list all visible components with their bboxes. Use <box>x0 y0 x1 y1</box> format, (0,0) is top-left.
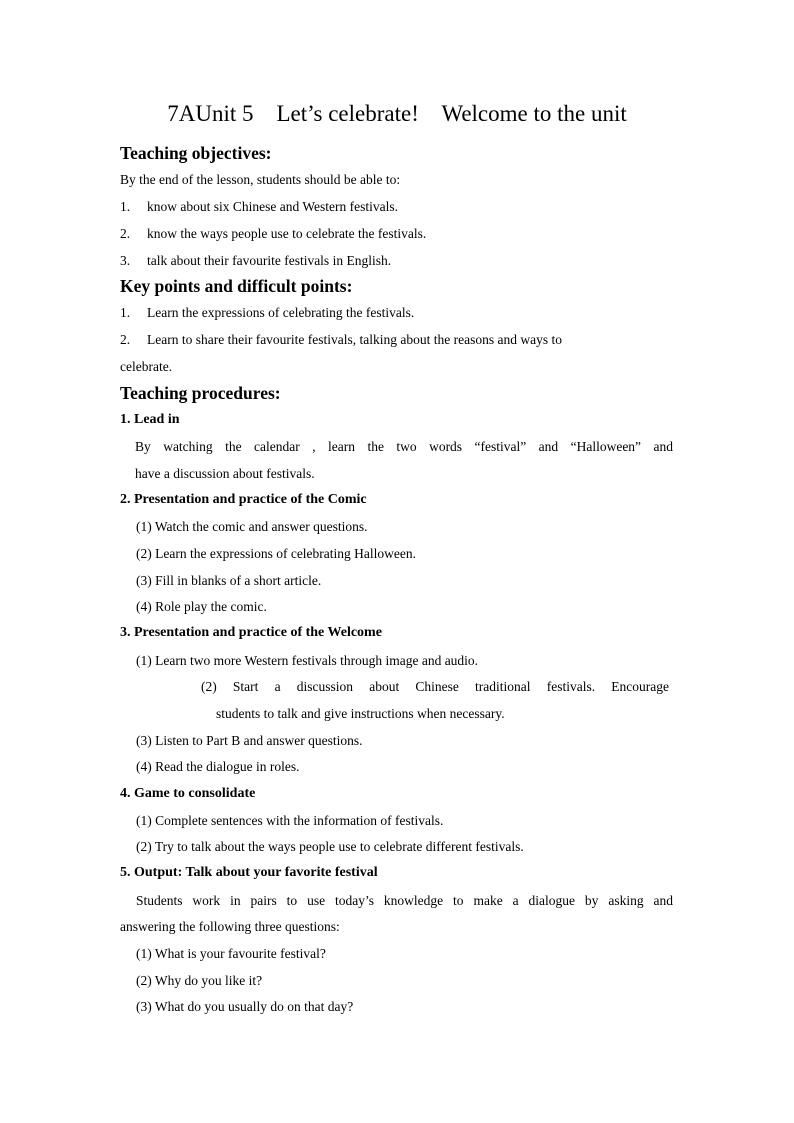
game-title: 4. Game to consolidate <box>120 786 256 801</box>
welcome-step: (2) Start a discussion about Chinese traditional festivals. Encourage <box>201 679 669 694</box>
welcome-step: (3) Listen to Part B and answer questions. <box>136 733 363 748</box>
lead-in-text: have a discussion about festivals. <box>135 466 315 481</box>
page-title <box>0 101 794 127</box>
title-section: Welcome to the unit <box>441 101 627 126</box>
lead-in-title: 1. Lead in <box>120 412 180 427</box>
output-question: (2) Why do you like it? <box>136 973 263 988</box>
comic-step: (1) Watch the comic and answer questions. <box>136 519 368 534</box>
objective-item: 3. talk about their favourite festivals in English. <box>120 253 392 268</box>
keypoints-heading: Key points and difficult points: <box>120 276 353 296</box>
welcome-step: (4) Read the dialogue in roles. <box>136 759 300 774</box>
keypoint-item: 1. Learn the expressions of celebrating the festivals. <box>120 305 415 320</box>
procedures-heading: Teaching procedures: <box>120 383 281 403</box>
objectives-intro: By the end of the lesson, students should be able to: <box>120 172 401 187</box>
keypoint-item: 2. Learn to share their favourite festivals, talking about the reasons and ways to <box>120 332 562 347</box>
objective-item: 2. know the ways people use to celebrate the festivals. <box>120 226 427 241</box>
output-text: Students work in pairs to use today’s knowledge to make a dialogue by asking and <box>136 893 673 908</box>
welcome-step-continuation: students to talk and give instructions when necessary. <box>216 706 505 721</box>
welcome-step: (1) Learn two more Western festivals through image and audio. <box>136 653 479 668</box>
title-unit: 7AUnit 5 <box>167 101 254 126</box>
lead-in-text: By watching the calendar , learn the two words “festival” and “Halloween” and <box>135 439 673 454</box>
keypoint-continuation: celebrate. <box>120 359 173 374</box>
comic-step: (2) Learn the expressions of celebrating Halloween. <box>136 546 417 561</box>
welcome-title: 3. Presentation and practice of the Welcome <box>120 625 382 640</box>
output-question: (1) What is your favourite festival? <box>136 946 326 961</box>
game-step: (2) Try to talk about the ways people use to celebrate different festivals. <box>136 839 524 854</box>
output-text: answering the following three questions: <box>120 919 340 934</box>
objective-item: 1. know about six Chinese and Western festivals. <box>120 199 398 214</box>
output-question: (3) What do you usually do on that day? <box>136 999 354 1014</box>
comic-step: (3) Fill in blanks of a short article. <box>136 573 322 588</box>
comic-step: (4) Role play the comic. <box>136 599 267 614</box>
objectives-heading: Teaching objectives: <box>120 143 272 163</box>
output-title: 5. Output: Talk about your favorite festival <box>120 865 378 880</box>
comic-title: 2. Presentation and practice of the Comic <box>120 492 367 507</box>
game-step: (1) Complete sentences with the information of festivals. <box>136 813 444 828</box>
title-topic: Let’s celebrate! <box>276 101 419 126</box>
